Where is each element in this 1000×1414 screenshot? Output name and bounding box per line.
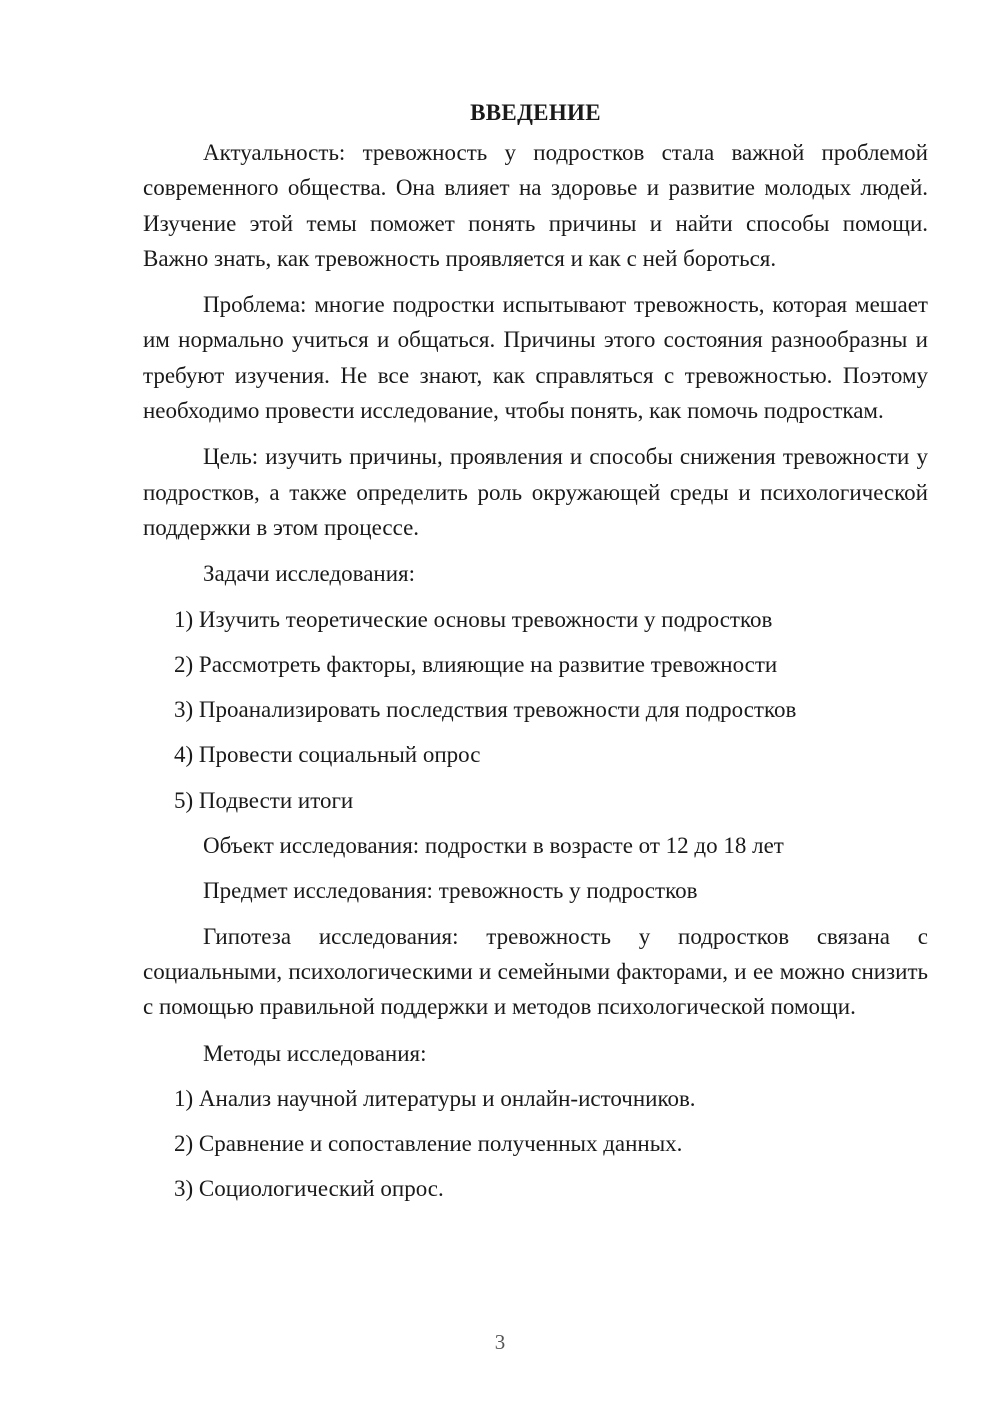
tasks-heading: Задачи исследования: [203, 561, 416, 587]
section-title: ВВЕДЕНИЕ [470, 100, 601, 125]
task-item: 1) Изучить теоретические основы тревожности у подростков [174, 606, 773, 632]
method-item: 2) Сравнение и сопоставление полученных данных. [174, 1131, 683, 1157]
method-item: 3) Социологический опрос. [174, 1176, 444, 1202]
problem-paragraph: Проблема: многие подростки испытывают тревожность, которая мешает им нормально учиться и общаться. Причины этого состояния разнообразны и требуют изучения. Не все знают, как справляться с тревожностью. Поэтому необходимо провести исследование, чтобы понять, как помочь подросткам. [143, 292, 928, 424]
task-item: 2) Рассмотреть факторы, влияющие на развитие тревожности [174, 651, 778, 677]
method-item: 1) Анализ научной литературы и онлайн-источников. [174, 1085, 696, 1111]
task-item: 3) Проанализировать последствия тревожности для подростков [174, 697, 797, 723]
goal-paragraph: Цель: изучить причины, проявления и способы снижения тревожности у подростков, а также определить роль окружающей среды и психологической поддержки в этом процессе. [143, 444, 928, 540]
relevance-paragraph: Актуальность: тревожность у подростков стала важной проблемой современного общества. Она влияет на здоровье и развитие молодых людей. Изучение этой темы поможет понять причины и найти способы помощи. Важно знать, как тревожность проявляется и как с ней бороться. [143, 140, 928, 271]
hypothesis-paragraph: Гипотеза исследования: тревожность у подростков связана с социальными, психологическими и семейными факторами, и ее можно снизить с помощью правильной поддержки и методов психологической помощи. [143, 923, 928, 1020]
page-number: 3 [494, 1330, 506, 1354]
subject-paragraph: Предмет исследования: тревожность у подростков [203, 878, 698, 904]
methods-heading: Методы исследования: [203, 1040, 427, 1066]
object-paragraph: Объект исследования: подростки в возрасте от 12 до 18 лет [203, 833, 784, 859]
task-item: 4) Провести социальный опрос [174, 742, 481, 768]
task-item: 5) Подвести итоги [174, 787, 354, 813]
document-page [143, 96, 928, 1217]
